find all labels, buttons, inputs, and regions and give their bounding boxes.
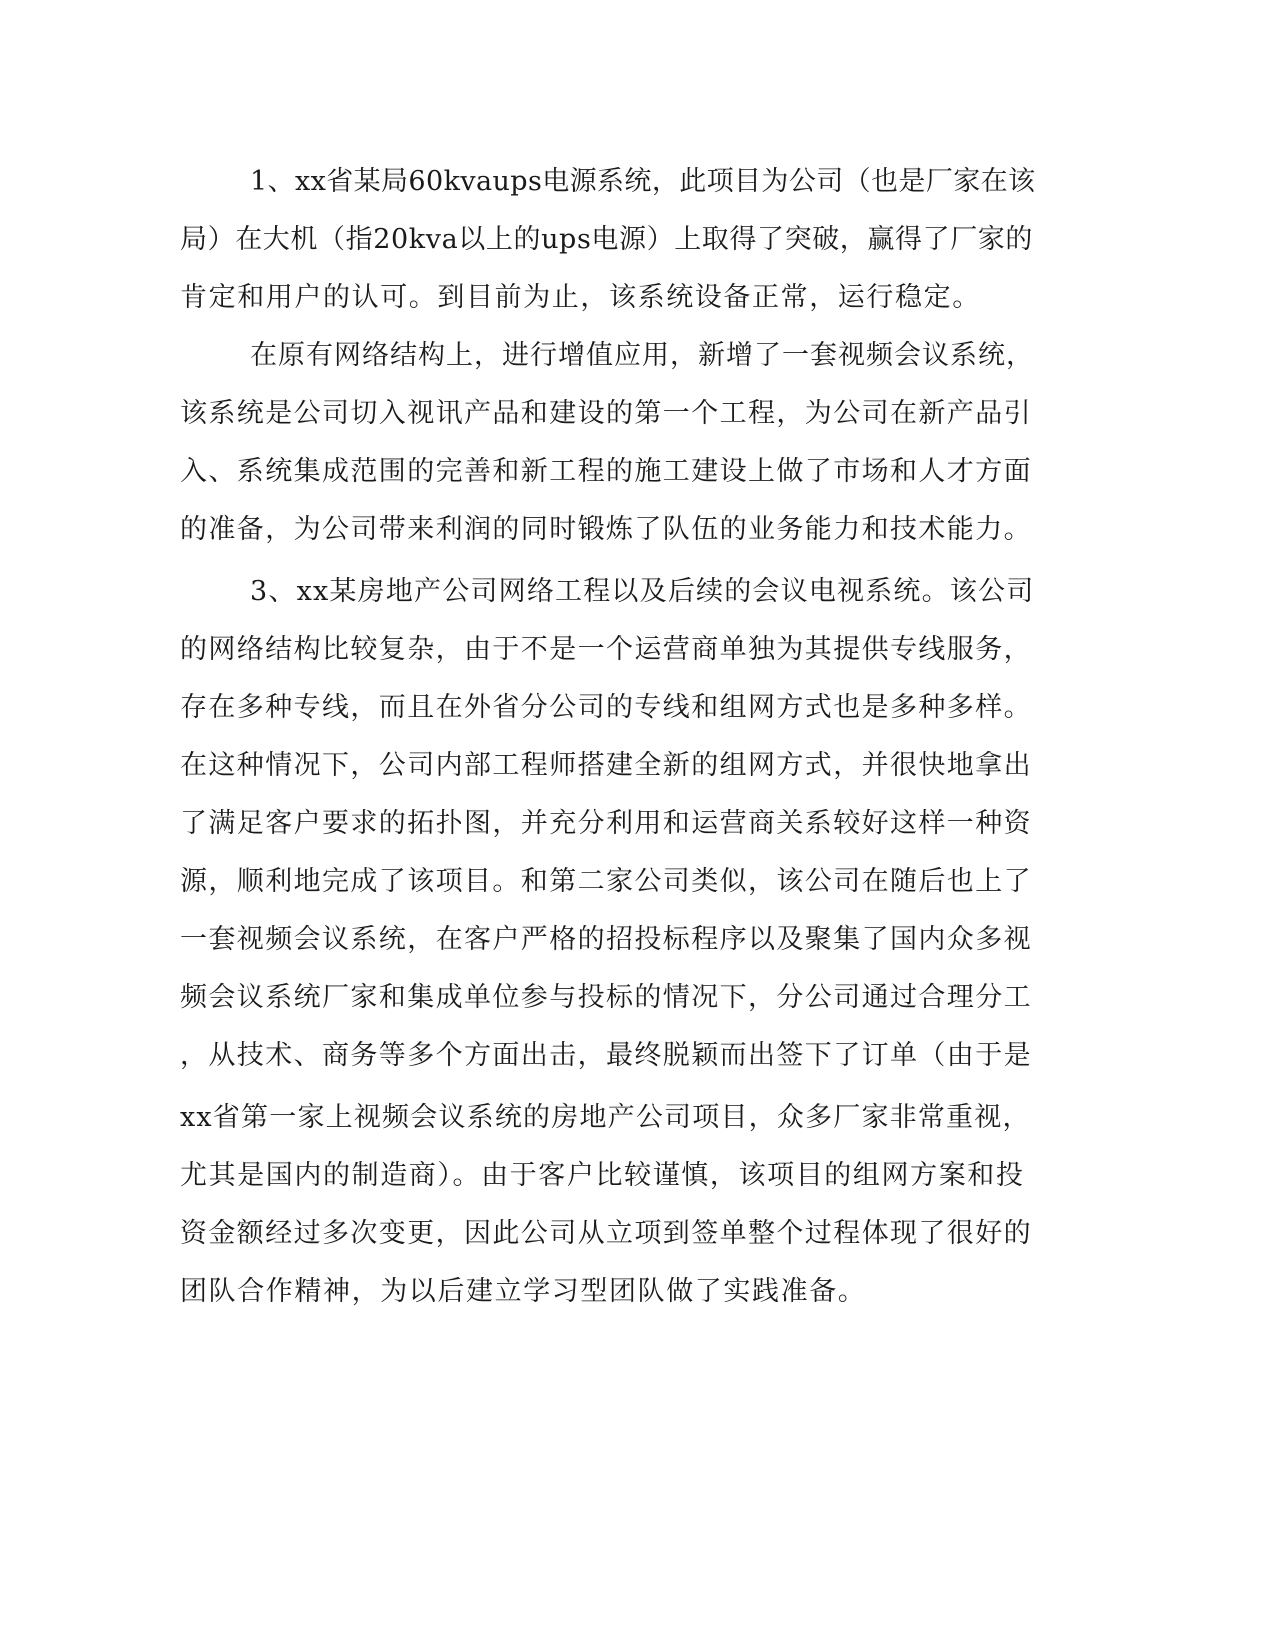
text-line-14: 一套视频会议系统，在客户严格的招投标程序以及聚集了国内众多视 <box>180 924 1032 955</box>
text-line-4: 在原有网络结构上，进行增值应用，新增了一套视频会议系统， <box>250 340 1034 371</box>
text-line-3: 肯定和用户的认可。到目前为止，该系统设备正常，运行稳定。 <box>180 282 981 313</box>
text-line-19: 资金额经过多次变更，因此公司从立项到签单整个过程体现了很好的 <box>180 1218 1032 1249</box>
text-line-10: 存在多种专线，而且在外省分公司的专线和组网方式也是多种多样。 <box>180 692 1032 723</box>
text-line-2: 局）在大机（指20kva以上的ups电源）上取得了突破，赢得了厂家的 <box>180 224 1033 255</box>
text-line-11: 在这种情况下，公司内部工程师搭建全新的组网方式，并很快地拿出 <box>180 750 1032 781</box>
text-line-20: 团队合作精神，为以后建立学习型团队做了实践准备。 <box>180 1276 867 1307</box>
text-line-7: 的准备，为公司带来利润的同时锻炼了队伍的业务能力和技术能力。 <box>180 514 1032 545</box>
text-line-12: 了满足客户要求的拓扑图，并充分利用和运营商关系较好这样一种资 <box>180 808 1032 839</box>
text-line-5: 该系统是公司切入视讯产品和建设的第一个工程，为公司在新产品引 <box>180 398 1032 429</box>
text-line-15: 频会议系统厂家和集成单位参与投标的情况下，分公司通过合理分工 <box>180 982 1032 1013</box>
text-line-18: 尤其是国内的制造商）。由于客户比较谨慎，该项目的组网方案和投 <box>180 1160 1025 1191</box>
text-line-8: 3、xx某房地产公司网络工程以及后续的会议电视系统。该公司 <box>250 576 1035 607</box>
text-line-16: ，从技术、商务等多个方面出击，最终脱颖而出签下了订单（由于是 <box>180 1040 1032 1071</box>
text-line-17: xx省第一家上视频会议系统的房地产公司项目，众多厂家非常重视， <box>180 1102 1031 1133</box>
text-line-6: 入、系统集成范围的完善和新工程的施工建设上做了市场和人才方面 <box>180 456 1032 487</box>
text-line-9: 的网络结构比较复杂，由于不是一个运营商单独为其提供专线服务， <box>180 634 1032 665</box>
text-line-13: 源，顺利地完成了该项目。和第二家公司类似，该公司在随后也上了 <box>180 866 1032 897</box>
text-line-1: 1、xx省某局60kvaups电源系统，此项目为公司（也是厂家在该 <box>250 166 1036 197</box>
